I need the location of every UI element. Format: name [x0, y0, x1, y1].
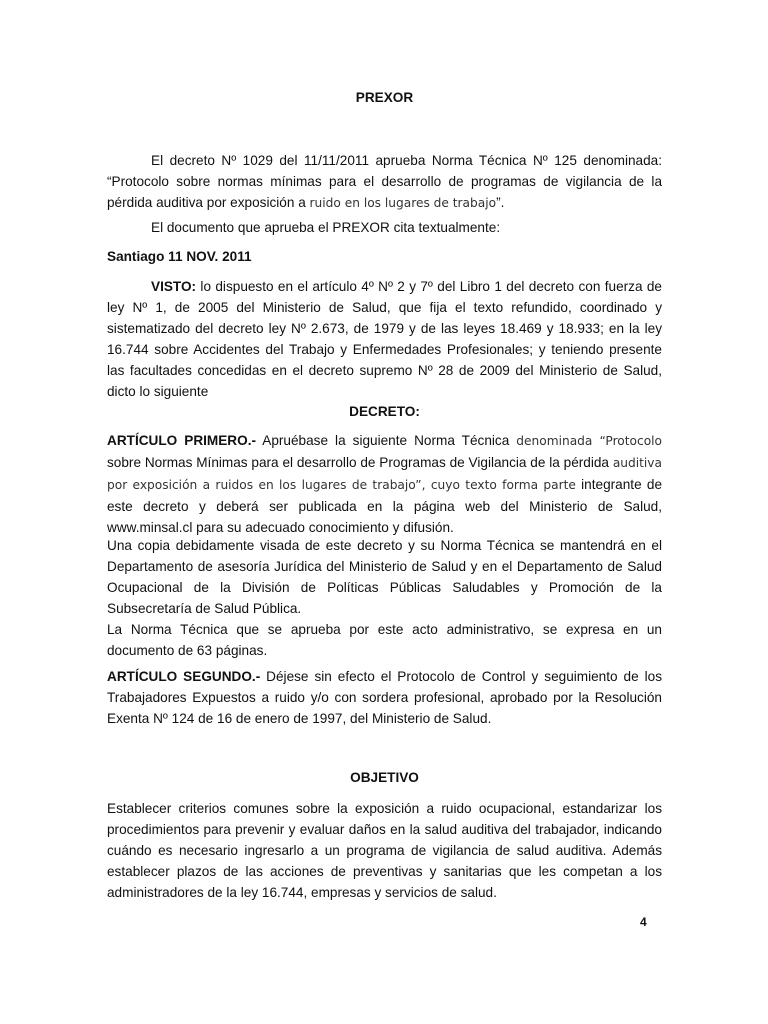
articulo-primero-text: Apruébase la siguiente Norma Técnica	[256, 433, 517, 448]
articulo-primero-soft-2: auditiva por exposición a ruidos en los lugares de trabajo”, cuyo texto forma parte	[107, 456, 662, 492]
intro-text: El decreto Nº 1029 del 11/11/2011 aprueba Norma Técnica Nº 125 denominada: “Protocolo sobre normas mínimas para el desarrollo de programas de vigilancia de la pérdida auditiva por exposición a	[107, 153, 662, 210]
decreto-heading: DECRETO:	[349, 404, 420, 419]
intro-paragraph	[107, 150, 662, 214]
document-page	[107, 0, 662, 1024]
articulo-primero-soft-1: denominada “Protocolo	[516, 434, 662, 448]
visto-label: VISTO:	[151, 279, 197, 294]
articulo-primero-text-2: sobre Normas Mínimas para el desarrollo de Programas de Vigilancia de la pérdida	[107, 455, 613, 470]
cita-paragraph: El documento que aprueba el PREXOR cita textualmente:	[151, 220, 501, 235]
document-title: PREXOR	[355, 90, 414, 105]
copia-paragraph: Una copia debidamente visada de este decreto y su Norma Técnica se mantendrá en el Departamento de asesoría Jurídica del Ministerio de Salud y en el Departamento de Salud Ocupacional de la División de Políticas Públicas Saludables y Promoción de la Subsecretaría de Salud Pública.	[107, 538, 662, 616]
articulo-primero-paragraph	[107, 430, 662, 538]
norma-paragraph: La Norma Técnica que se aprueba por este acto administrativo, se expresa en un documento de 63 páginas.	[107, 622, 662, 658]
date-line: Santiago 11 NOV. 2011	[107, 249, 252, 264]
articulo-segundo-text: Déjese sin efecto el Protocolo de Control y seguimiento de los Trabajadores Expuestos a ruido y/o con sordera profesional, aprobado por la Resolución Exenta Nº 124 de 16 de enero de 1997, del Ministerio de Salud.	[107, 669, 662, 726]
intro-text-end: ”.	[496, 195, 505, 210]
articulo-primero-label: ARTÍCULO PRIMERO.-	[107, 433, 256, 448]
articulo-segundo-paragraph	[107, 666, 662, 729]
visto-paragraph	[107, 276, 662, 402]
objetivo-heading: OBJETIVO	[350, 770, 419, 785]
articulo-segundo-label: ARTÍCULO SEGUNDO.-	[107, 669, 261, 684]
intro-text-soft: ruido en los lugares de trabajo	[309, 196, 497, 210]
articulo-primero-text-3: integrante de este decreto y deberá ser publicada en la página web del Ministerio de Salud, www.minsal.cl para su adecuado conocimiento y difusión.	[107, 477, 663, 535]
page-number: 4	[640, 915, 647, 929]
objetivo-paragraph: Establecer criterios comunes sobre la exposición a ruido ocupacional, estandarizar los procedimientos para prevenir y evaluar daños en la salud auditiva del trabajador, indicando cuándo es necesario ingresarlo a un programa de vigilancia de salud auditiva. Además establecer plazos de las acciones de preventivas y sanitarias que les competan a los administradores de la ley 16.744, empresas y servicios de salud.	[107, 801, 662, 900]
visto-text: lo dispuesto en el artículo 4º Nº 2 y 7º del Libro 1 del decreto con fuerza de ley Nº 1, de 2005 del Ministerio de Salud, que fija el texto refundido, coordinado y sistematizado del decreto ley Nº 2.673, de 1979 y de las leyes 18.469 y 18.933; en la ley 16.744 sobre Accidentes del Trabajo y Enfermedades Profesionales; y teniendo presente las facultades concedidas en el decreto supremo Nº 28 de 2009 del Ministerio de Salud, dicto lo siguiente	[107, 279, 662, 399]
